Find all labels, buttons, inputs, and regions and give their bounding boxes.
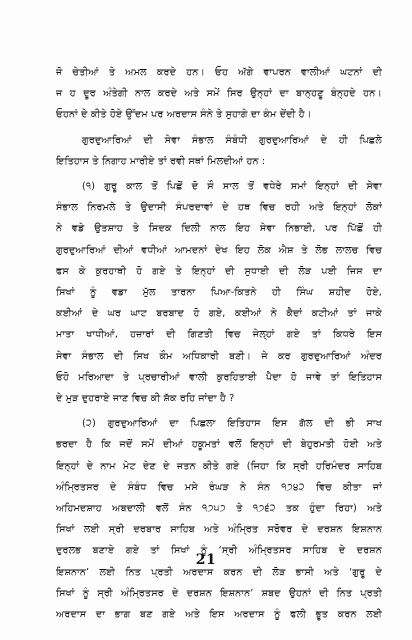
- body-text: [56, 62, 382, 625]
- text-line: (੧) ਗੁਰੂ ਕਾਲ ਤੋਂ ਪਿਛੋਂ ਦੋ ਸੌ ਸਾਲ ਤੋਂ ਵਧੇਰੇ ਸਮਾਂ ਇਨ੍ਹਾਂ ਦੀ ਸੇਵਾ: [82, 181, 382, 193]
- text-line: ਸੇਵਾ ਸੰਭਾਲ ਦੀ ਸਿਖ ਕੌਮ ਅਧਿਕਾਰੀ ਬਣੀ। ਜੇ ਕਰ ਗੁਰਦੁਆਰਿਆਂ ਅੰਦਰ: [56, 350, 382, 362]
- text-line: ਅੰਮ੍ਰਿਤਸਰ ਦੇ ਸੰਬੰਧ ਵਿਚ ਮਸੇ ਰੰਘੜ ਨੇ ਸੰਨ ੧੭੪੨ ਵਿਚ ਕੀਤਾ ਜਾਂ: [56, 481, 382, 493]
- text-line: ਭਰਦਾ ਹੈ ਕਿ ਜਦੋਂ ਸਮੇਂ ਦੀਆਂ ਹਕੂਮਤਾਂ ਵਲੋਂ ਇਨ੍ਹਾਂ ਦੀ ਬੇਹੁਰਮਤੀ ਹੋਈ ਅਤੇ: [56, 439, 382, 451]
- text-line: ਅਹਿਮਦਸ਼ਾਹ ਅਬਦਾਲੀ ਵਲੋਂ ਸੰਨ ੧੭੫੭ ਤੇ ੧੭੬੨ ਤਕ ਹੁੰਦਾ ਰਿਹਾ) ਅਤੇ: [56, 503, 382, 515]
- text-line: ਦੇ ਮੁੜ ਦੁਹਰਾਏ ਜਾਣ ਵਿਚ ਕੀ ਸ਼ੱਕ ਰਹਿ ਜਾਂਦਾ ਹੈ ?: [56, 393, 235, 405]
- text-line: ਸੰਭਾਲ ਨਿਰਮਲੇ ਤੇ ਉਦਾਸੀ ਸੰਪਰਦਾਵਾਂ ਦੇ ਹਥ ਵਿਚ ਰਹੀ ਅਤੇ ਇਨ੍ਹਾਂ ਲੋਕਾਂ: [56, 202, 382, 214]
- text-line: ਇਨ੍ਹਾਂ ਦੇ ਨਾਮ ਮੇਟ ਦੇਣ ਦੇ ਜਤਨ ਕੀਤੇ ਗਏ (ਜਿਹਾ ਕਿ ਸ੍ਰੀ ਹਰਿਮੰਦਰ ਸਾਹਿਬ: [56, 460, 382, 472]
- text-line: ਓਹੋ ਮਰਿਆਦਾ ਤੇ ਪ੍ਰਚਾਰੀਆਂ ਵਾਲੀ ਕੁਰਹਿਤਾਈ ਪੈਦਾ ਹੋ ਜਾਵੇ ਤਾਂ ਇਤਿਹਾਸ: [56, 371, 382, 383]
- text-line: ਇਤਿਹਾਸ ਤੇ ਨਿਗਾਹ ਮਾਰੀਏ ਤਾਂ ਰਵੀ ਸਥਾਂ ਮਿਲਦੀਆਂ ਹਨ :: [56, 155, 266, 167]
- text-line: ਗੁਰਦੁਆਰਿਆਂ ਦੀਆਂ ਵਧੀਆਂ ਆਮਦਨਾਂ ਦੇਖ ਇਹ ਲੋਕ ਐਸ਼ ਤੇ ਲੋਭ ਲਾਲਚ ਵਿਚ: [56, 244, 382, 256]
- text-line: ਸਿਖਾਂ ਲਈ ਸ੍ਰੀ ਦਰਬਾਰ ਸਾਹਿਬ ਅਤੇ ਅੰਮ੍ਰਿਤ ਸਰੋਵਰ ਦੇ ਦਰਸ਼ਨ ਇਸ਼ਨਾਨ: [56, 524, 382, 536]
- text-line: ਇਸ਼ਨਾਨ’ ਲਈ ਨਿਤ ਪ੍ਰਤੀ ਅਰਦਾਸ ਕਰਨ ਦੀ ਲੋੜ ਭਾਸੀ ਅਤੇ ‘ਗੁਰੂ ਦੇ: [56, 566, 382, 578]
- text-line: (੨) ਗੁਰਦੁਆਰਿਆਂ ਦਾ ਪਿਛਲਾ ਇਤਿਹਾਸ ਇਸ ਗੱਲ ਦੀ ਭੀ ਸਾਖ: [82, 418, 382, 430]
- text-line: ਅਰਦਾਸ ਦਾ ਭਾਗ ਬਣ ਗਏ ਅਤੇ ਇਸ ਅਰਦਾਸ ਨੂੰ ਫਲੀ ਭੂਤ ਕਰਨ ਲਈ: [56, 609, 382, 621]
- text-line: ਜੋ ਚੇਤੀਆਂ ਤੇ ਅਮਲ ਕਰਦੇ ਹਨ। ਓਹ ਅੱਗੇ ਵਾਪਰਨ ਵਾਲੀਆਂ ਘਟਨਾਂ ਦੀ: [56, 67, 382, 78]
- text-line: ਫਸ ਕੇ ਕੁਰਹਾਥੀ ਹੋ ਗਏ ਤੇ ਇਨ੍ਹਾਂ ਦੀ ਸੁਧਾਈ ਦੀ ਲੋੜ ਪਈ ਜਿਸ ਦਾ: [56, 265, 382, 277]
- text-line: ਦੁਰਲਭ ਬਣਾਏ ਗਏ ਤਾਂ ਸਿਖਾਂ ਨੂੰ ‘ਸ੍ਰੀ ਅੰਮ੍ਰਿਤਸਰ ਸਾਹਿਬ ਦੇ ਦਰਸ਼ਨ: [56, 545, 382, 557]
- text-line: ਸਿਖਾਂ ਨੂੰ ਵਡਾ ਮੁੱਲ ਤਾਰਨਾ ਪਿਆ-ਕਿਤਨੇ ਹੀ ਸਿੰਘ ਸ਼ਹੀਦ ਹੋਏ,: [56, 287, 382, 299]
- text-line: ਜ ਹ ਦੂਰ ਅੰਤੇਗੀ ਨਾਲ ਕਰਦੇ ਅਤੇ ਸਮੇਂ ਸਿਰ ਉਨ੍ਹਾਂ ਦਾ ਬਾਨ੍ਹਣੂ ਬੰਨ੍ਹਦੇ ਹਨ।: [56, 88, 382, 100]
- text-line: ਨੇ ਵਡੇ ਉਤਸ਼ਾਹ ਤੇ ਸਿਦਕ ਦਿਲੀ ਨਾਲ ਇਹ ਸੇਵਾ ਨਿਭਾਈ, ਪਰ ਪਿੱਛੋਂ ਹੀ: [56, 223, 382, 235]
- text-line: ਮਾਤਾ ਖਾਧੀਆਂ, ਹਜ਼ਾਰਾਂ ਦੀ ਗਿਣਤੀ ਵਿਚ ਜੇਲ੍ਹਾਂ ਗਏ ਤਾਂ ਕਿਧਰੇ ਇਸ: [56, 329, 382, 341]
- text-line: ਓਹਨਾਂ ਦੇ ਕੀਤੇ ਹੋਏ ਉੱਦਮ ਪਰ ਅਰਦਾਸ ਸੰਨੇ ਤੇ ਸੁਹਾਗੇ ਦਾ ਕੰਮ ਦੇਂਦੀ ਹੈ।: [56, 109, 312, 121]
- text-line: ਕਈਆਂ ਦੇ ਘਰ ਘਾਟ ਬਰਬਾਦ ਹੋ ਗਏ, ਕਈਆਂ ਨੇ ਕੈਦਾਂ ਕਟੀਆਂ ਤਾਂ ਜਾਕੇ: [56, 308, 382, 320]
- text-line: ਗੁਰਦੁਆਰਿਆਂ ਦੀ ਸੇਵਾ ਸੰਭਾਲ ਸੰਬੰਧੀ ਗੁਰਦੁਆਰਿਆਂ ਦੇ ਹੀ ਪਿਛਲੇ: [82, 134, 382, 146]
- page-number: 21: [195, 552, 217, 568]
- text-line: ਸਿਖਾਂ ਨੂੰ ਸ੍ਰੀ ਅੰਮ੍ਰਿਤਸਰ ਦੇ ਦਰਸ਼ਨ ਇਸ਼ਨਾਨ’ ਸ਼ਬਦ ਉਹਨਾਂ ਦੀ ਨਿਤ ਪ੍ਰਤੀ: [56, 587, 382, 599]
